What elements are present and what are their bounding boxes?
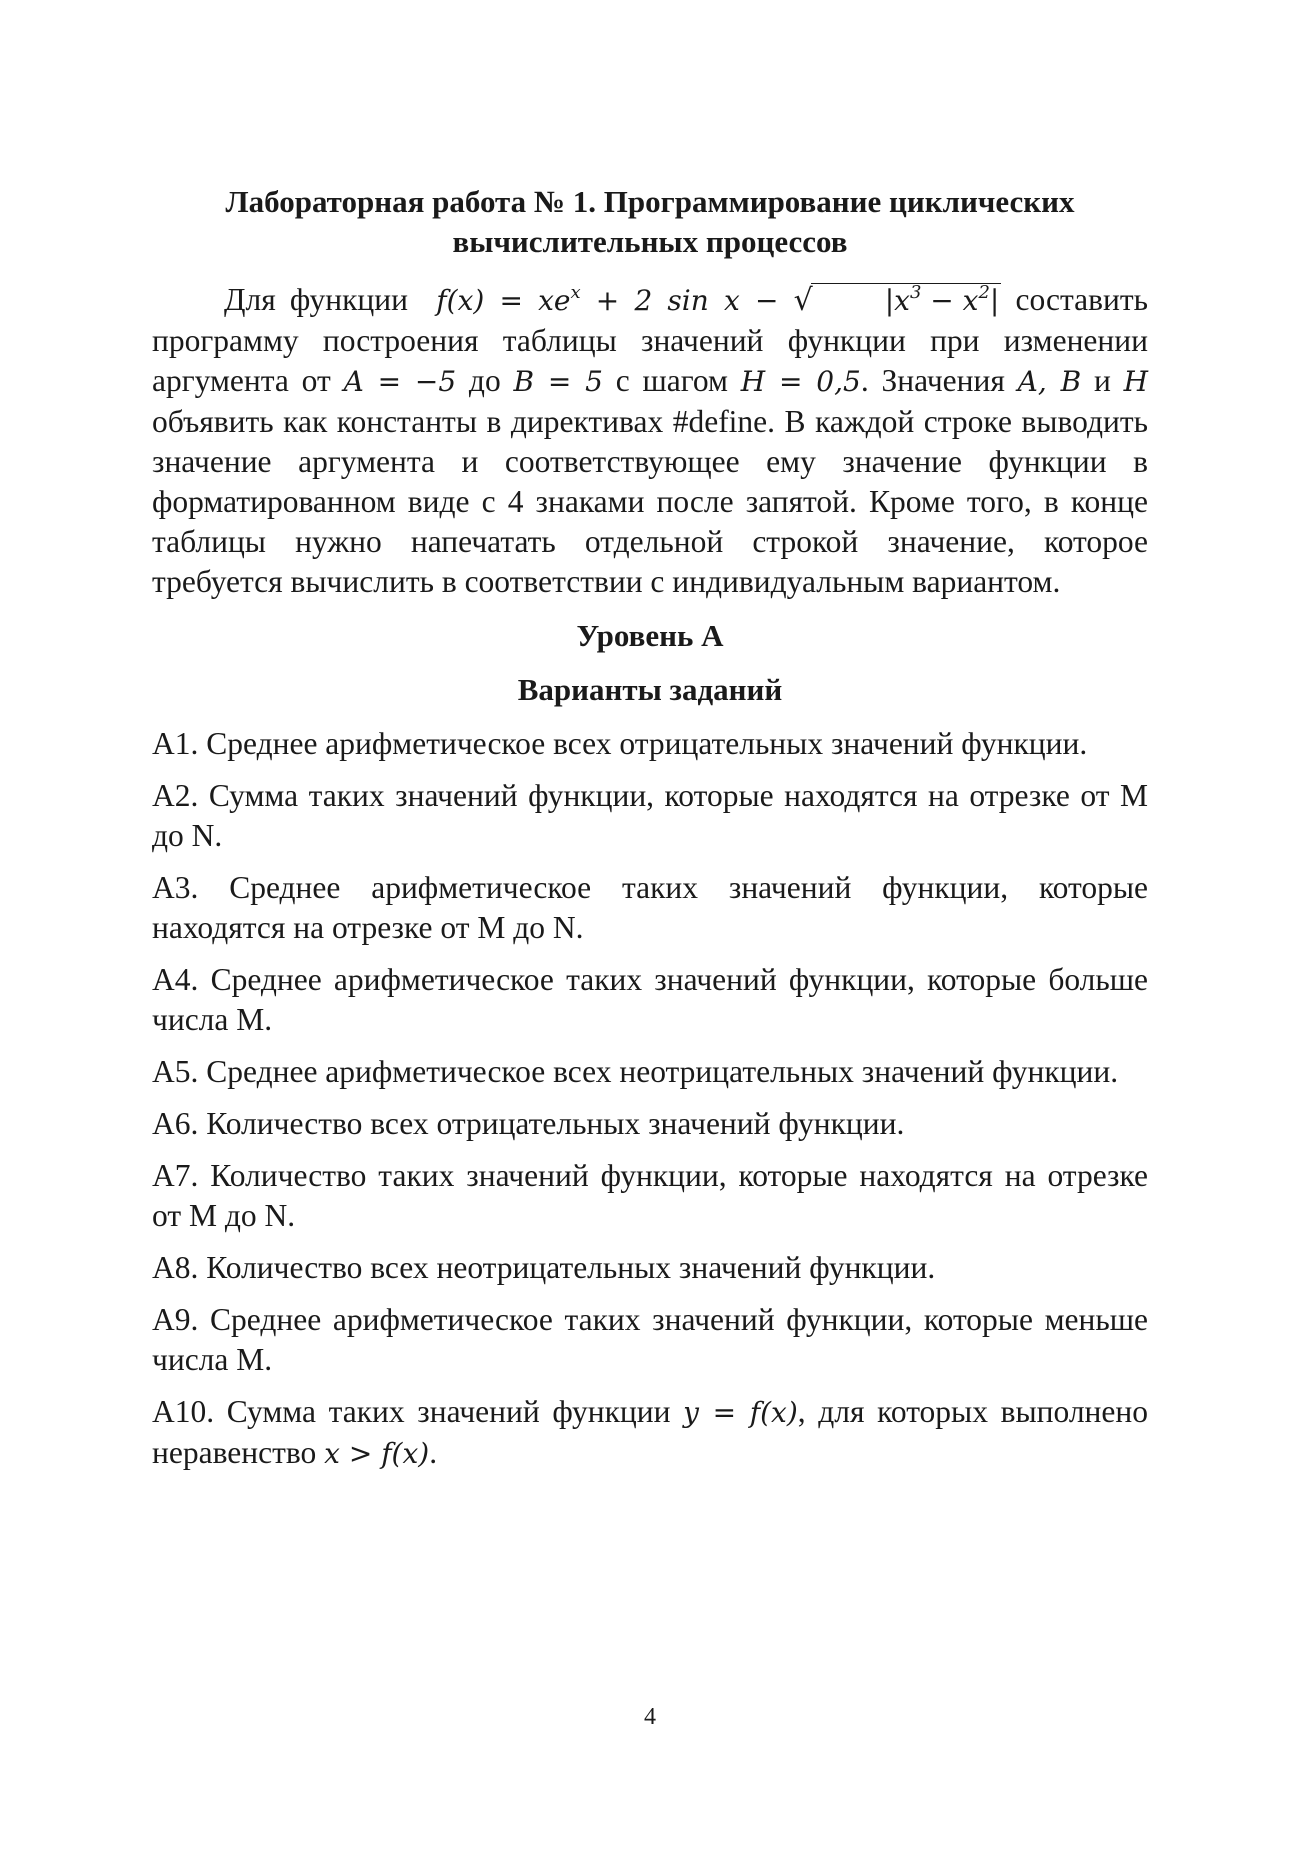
intro-text-5: . Значения: [860, 363, 1018, 398]
variant-item: А6. Количество всех отрицательных значений функции.: [152, 1106, 905, 1141]
eq-b: B = 5: [513, 365, 603, 398]
variant-item: А4. Среднее арифметическое таких значений функции, которые больше числа M.: [152, 962, 1148, 1037]
variant-item: А2. Сумма таких значений функции, которые находятся на отрезке от M до N.: [152, 778, 1148, 853]
variant-item: А8. Количество всех неотрицательных значений функции.: [152, 1250, 936, 1285]
variant-item-10: [152, 1392, 1148, 1474]
variant10-eq2: x > f(x): [324, 1437, 430, 1470]
variant-item: А1. Среднее арифметическое всех отрицательных значений функции.: [152, 726, 1088, 761]
eq-h: H = 0,5: [740, 365, 861, 398]
formula-exponent: x: [570, 282, 581, 303]
sqrt-part-a: |x: [884, 284, 910, 317]
sqrt-sup-a: 3: [909, 282, 922, 303]
sqrt-sup-b: 2: [978, 282, 990, 303]
variant-item: А9. Среднее арифметическое таких значений функции, которые меньше числа M.: [152, 1302, 1148, 1377]
variant10-text-1: А10. Сумма таких значений функции: [152, 1394, 684, 1429]
sqrt-part-c: |: [989, 284, 1000, 317]
variant10-eq1: y = f(x): [683, 1396, 798, 1429]
sqrt-icon: √: [793, 283, 813, 318]
vars-ab: A, B: [1017, 365, 1082, 398]
intro-text-4: с шагом: [602, 363, 741, 398]
function-formula: [436, 284, 1001, 317]
level-heading: Уровень А: [576, 618, 724, 653]
title-line-2: вычислительных процессов: [452, 224, 848, 259]
intro-text-1: Для функции: [224, 282, 408, 317]
title-line-1: Лабораторная работа № 1. Программирование циклических: [225, 184, 1075, 219]
var-h: H: [1123, 365, 1149, 398]
intro-text-6: и: [1081, 363, 1124, 398]
intro-text-7: объявить как константы в директивах #define. В каждой строке выводить значение аргумента и соответствующее ему значение функции в форматированном виде с 4 знаками после запятой. Кроме того, в конце таблицы нужно напечатать отдельной строкой значение, которое требуется вычислить в соответствии с индивидуальным вариантом.: [152, 404, 1148, 599]
variant-item: А3. Среднее арифметическое таких значений функции, которые находятся на отрезке от M до N.: [152, 870, 1148, 945]
page-title: [152, 182, 1148, 262]
variant10-text-3: .: [429, 1435, 438, 1470]
formula-lhs: f(x) = xe: [436, 284, 571, 317]
intro-text-2: составить программу построения таблицы значений функции при изменении аргумента от: [152, 282, 1149, 398]
variant-item: А5. Среднее арифметическое всех неотрицательных значений функции.: [152, 1054, 1119, 1089]
eq-a: A = −5: [343, 365, 457, 398]
document-page: [152, 182, 1148, 1486]
intro-text-3: до: [456, 363, 514, 398]
formula-mid: + 2 sin x −: [580, 284, 794, 317]
variants-heading: Варианты заданий: [517, 672, 783, 707]
intro-paragraph: [152, 280, 1148, 602]
variant10-text-2: , для которых выполнено неравенство: [152, 1394, 1148, 1470]
variant-item: А7. Количество таких значений функции, которые находятся на отрезке от M до N.: [152, 1158, 1148, 1233]
sqrt-part-b: − x: [921, 284, 979, 317]
formula-sqrt: [811, 283, 1002, 318]
page-number: 4: [644, 1704, 656, 1730]
